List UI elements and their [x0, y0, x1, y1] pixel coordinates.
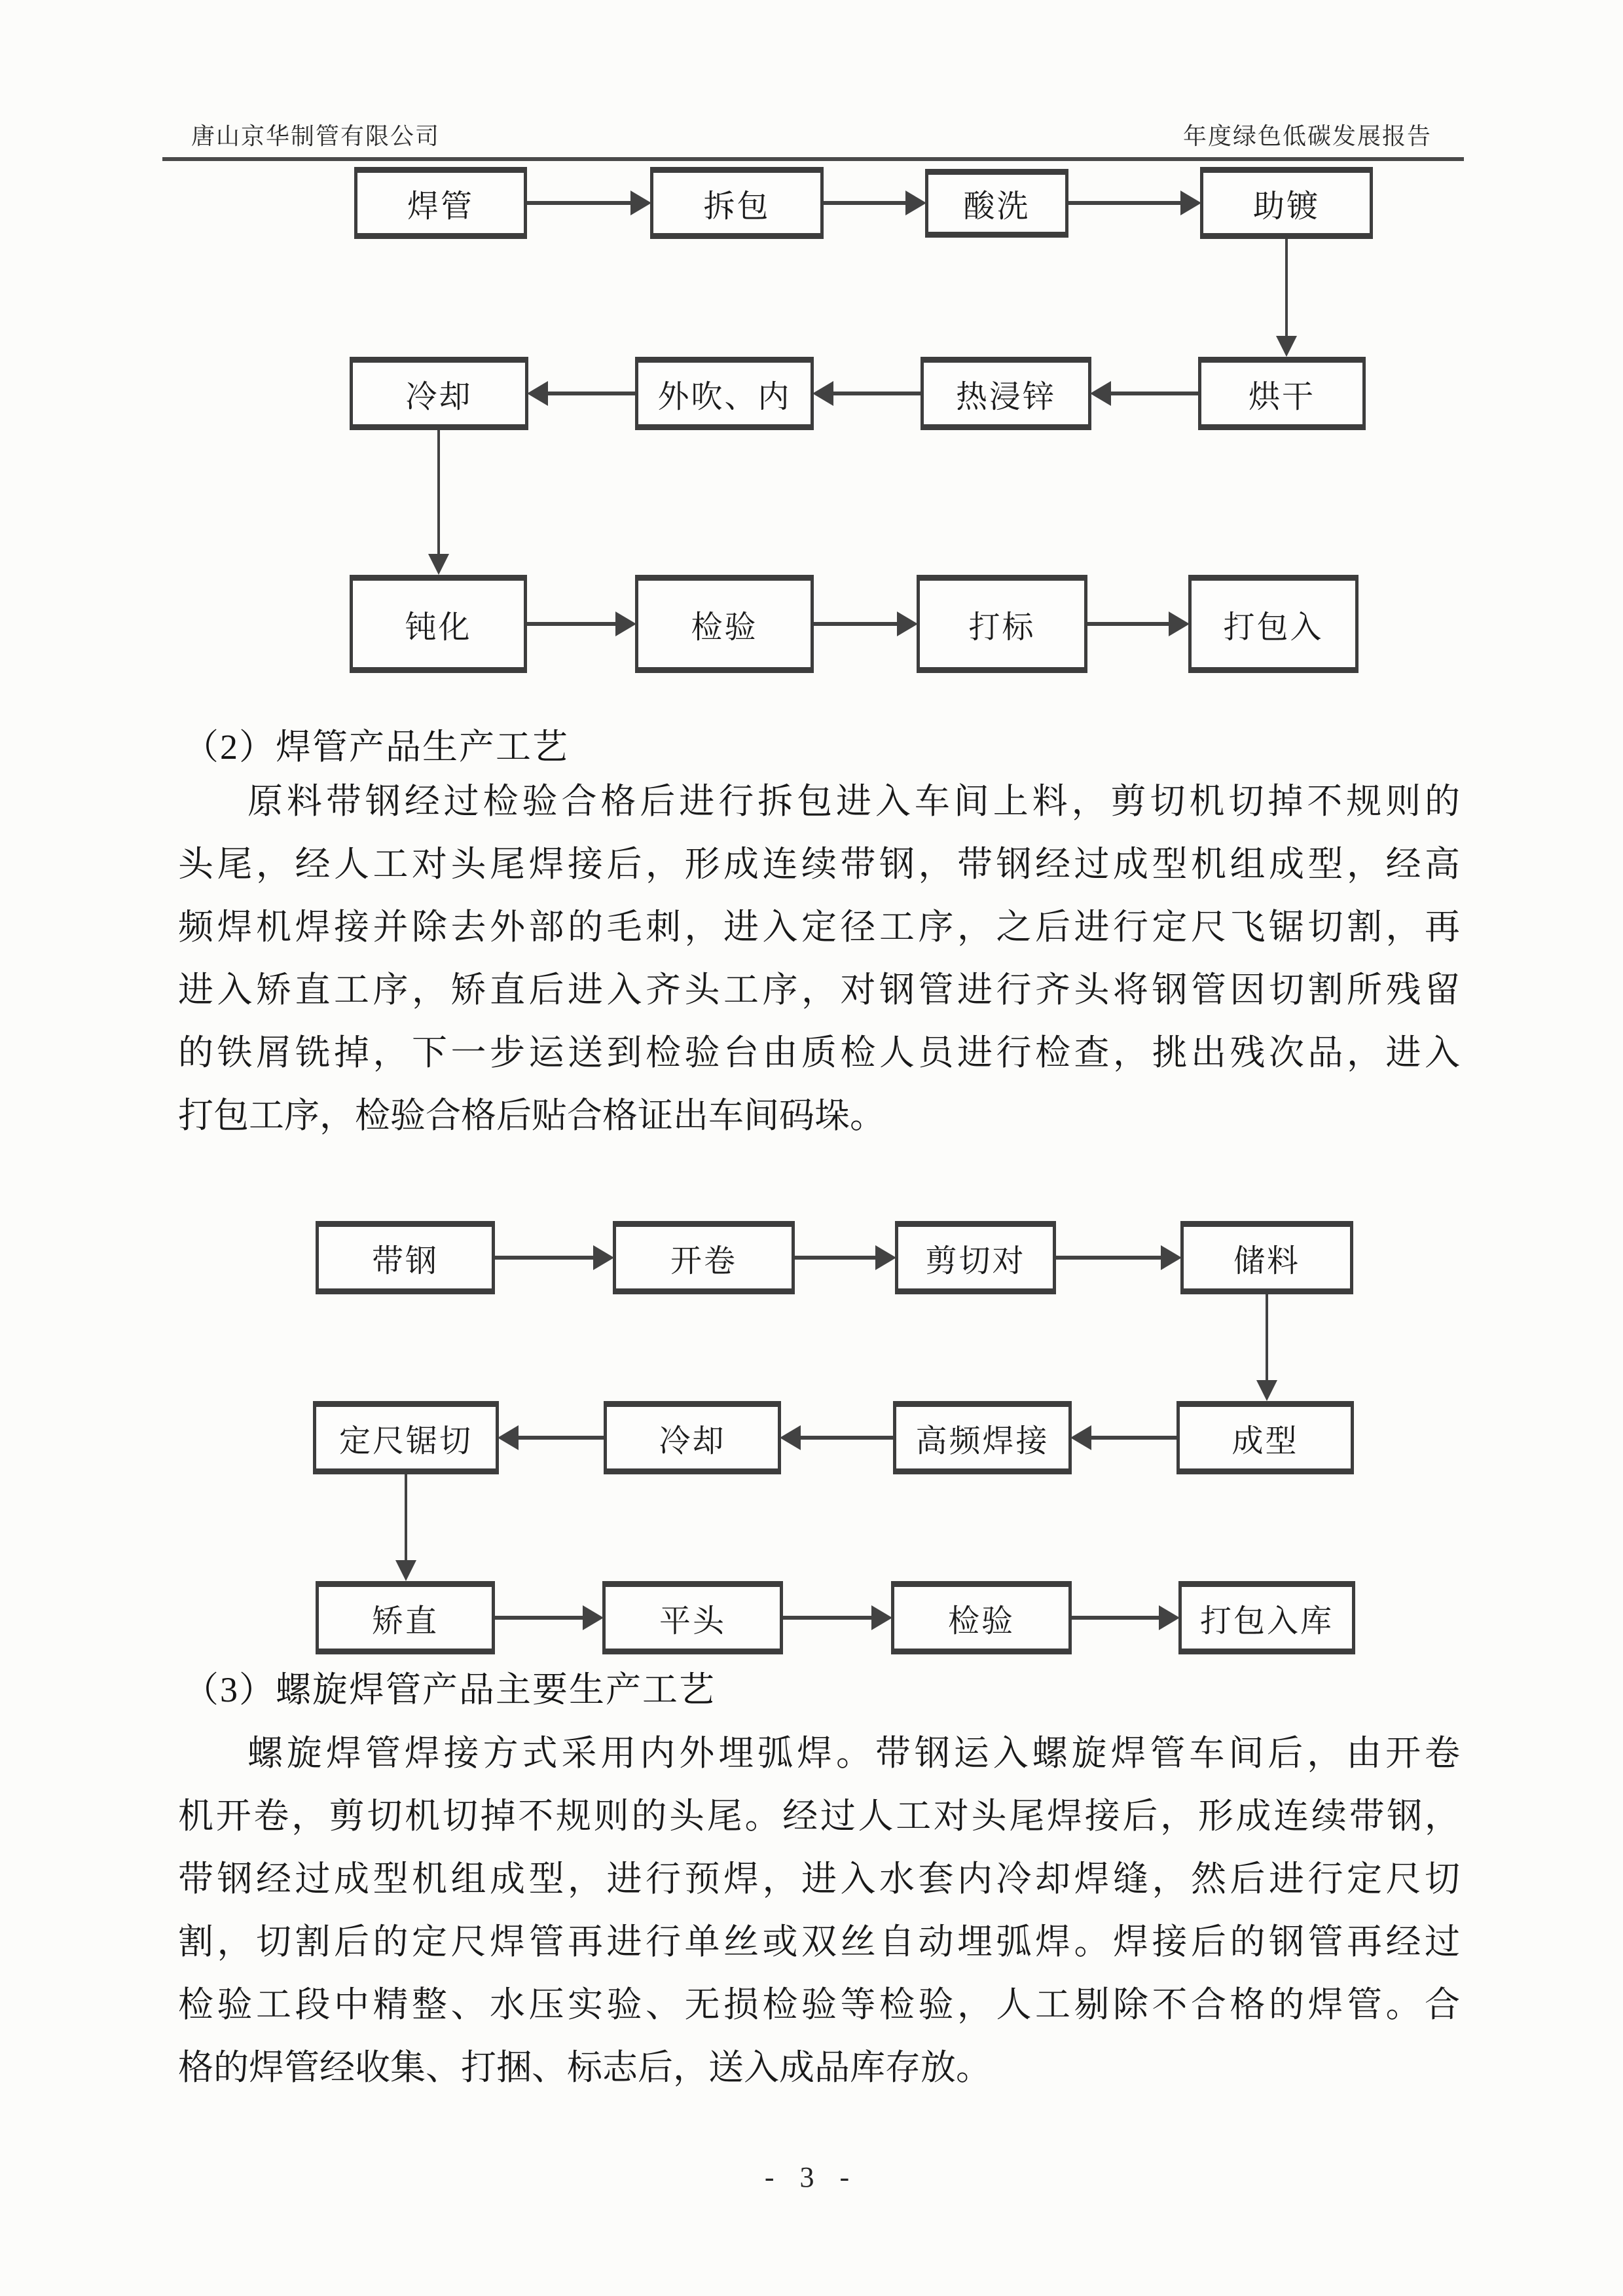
- text-line: 割，切割后的定尺焊管再进行单丝或双丝自动埋弧焊。焊接后的钢管再经过: [178, 1922, 1460, 1961]
- text-line: 的铁屑铣掉，下一步运送到检验台由质检人员进行检查，挑出残次品，进入: [178, 1033, 1460, 1072]
- arrow-right-icon: [824, 201, 905, 205]
- section-3-heading: （3）螺旋焊管产品主要生产工艺: [183, 1670, 716, 1709]
- section-2-paragraph: [178, 770, 1460, 1147]
- step-inspection: 检验: [635, 575, 814, 673]
- arrow-right-icon: [527, 622, 615, 626]
- step-outer-inner-blow: 外吹、内: [635, 357, 814, 430]
- step-straightening: 矫直: [316, 1581, 495, 1654]
- arrow-right-icon: [1072, 1616, 1159, 1620]
- arrow-down-icon: [437, 430, 440, 554]
- step-forming: 成型: [1176, 1401, 1354, 1474]
- arrow-right-icon: [1056, 1256, 1161, 1260]
- arrow-down-icon: [1266, 1294, 1268, 1380]
- arrow-right-icon: [527, 201, 630, 205]
- arrow-right-icon: [814, 622, 897, 626]
- text-line: 原料带钢经过检验合格后进行拆包进入车间上料，剪切机切掉不规则的: [247, 782, 1460, 821]
- arrow-right-icon: [495, 1256, 593, 1260]
- step-facing: 平头: [602, 1581, 783, 1654]
- text-line: 机开卷，剪切机切掉不规则的头尾。经过人工对头尾焊接后，形成连续带钢，: [178, 1796, 1460, 1836]
- step-uncoiling: 开卷: [613, 1221, 795, 1294]
- text-line: 频焊机焊接并除去外部的毛刺，进入定径工序，之后进行定尺飞锯切割，再: [178, 907, 1460, 947]
- step-cooling: 冷却: [350, 357, 528, 430]
- step-cooling-2: 冷却: [604, 1401, 781, 1474]
- step-passivation: 钝化: [350, 575, 527, 673]
- arrow-left-icon: [833, 392, 921, 395]
- step-cut-to-length-saw: 定尺锯切: [313, 1401, 499, 1474]
- arrow-right-icon: [1087, 622, 1169, 626]
- step-hf-welding: 高频焊接: [893, 1401, 1072, 1474]
- arrow-down-icon: [1285, 239, 1288, 336]
- step-hot-dip-zinc: 热浸锌: [921, 357, 1091, 430]
- step-shear-butt-weld: 剪切对: [895, 1221, 1056, 1294]
- arrow-right-icon: [783, 1616, 871, 1620]
- text-line: 进入矫直工序，矫直后进入齐头工序，对钢管进行齐头将钢管因切割所残留: [178, 970, 1460, 1010]
- text-line: 打包工序，检验合格后贴合格证出车间码垛。: [178, 1096, 885, 1135]
- header-report-title: 年度绿色低碳发展报告: [1182, 123, 1432, 149]
- text-line: 格的焊管经收集、打捆、标志后，送入成品库存放。: [178, 2048, 991, 2087]
- arrow-left-icon: [1091, 1436, 1176, 1440]
- step-strip-steel: 带钢: [316, 1221, 495, 1294]
- step-packing: 打包入: [1188, 575, 1359, 673]
- arrow-right-icon: [795, 1256, 875, 1260]
- text-line: 头尾，经人工对头尾焊接后，形成连续带钢，带钢经过成型机组成型，经高: [178, 845, 1460, 884]
- arrow-right-icon: [1068, 201, 1180, 205]
- step-storage: 储料: [1180, 1221, 1353, 1294]
- step-marking: 打标: [917, 575, 1087, 673]
- header-company-name: 唐山京华制管有限公司: [191, 123, 441, 149]
- page-number: - 3 -: [764, 2161, 859, 2193]
- step-unpack: 拆包: [650, 167, 824, 239]
- step-pack-warehouse: 打包入库: [1178, 1581, 1355, 1654]
- step-welded-pipe: 焊管: [354, 167, 527, 239]
- step-drying: 烘干: [1198, 357, 1366, 430]
- section-2-heading: （2）焊管产品生产工艺: [183, 727, 569, 767]
- step-pickling: 酸洗: [925, 169, 1068, 238]
- step-fluxing: 助镀: [1200, 167, 1373, 239]
- section-3-paragraph: [178, 1722, 1460, 2099]
- header-divider: [162, 157, 1464, 161]
- text-line: 螺旋焊管焊接方式采用内外埋弧焊。带钢运入螺旋焊管车间后，由开卷: [247, 1734, 1460, 1773]
- arrow-left-icon: [519, 1436, 604, 1440]
- text-line: 带钢经过成型机组成型，进行预焊，进入水套内冷却焊缝，然后进行定尺切: [178, 1859, 1460, 1899]
- text-line: 检验工段中精整、水压实验、无损检验等检验，人工剔除不合格的焊管。合: [178, 1985, 1460, 2024]
- arrow-down-icon: [405, 1474, 407, 1560]
- arrow-left-icon: [801, 1436, 893, 1440]
- step-inspection-2: 检验: [891, 1581, 1072, 1654]
- arrow-left-icon: [548, 392, 635, 395]
- arrow-right-icon: [495, 1616, 583, 1620]
- arrow-left-icon: [1111, 392, 1198, 395]
